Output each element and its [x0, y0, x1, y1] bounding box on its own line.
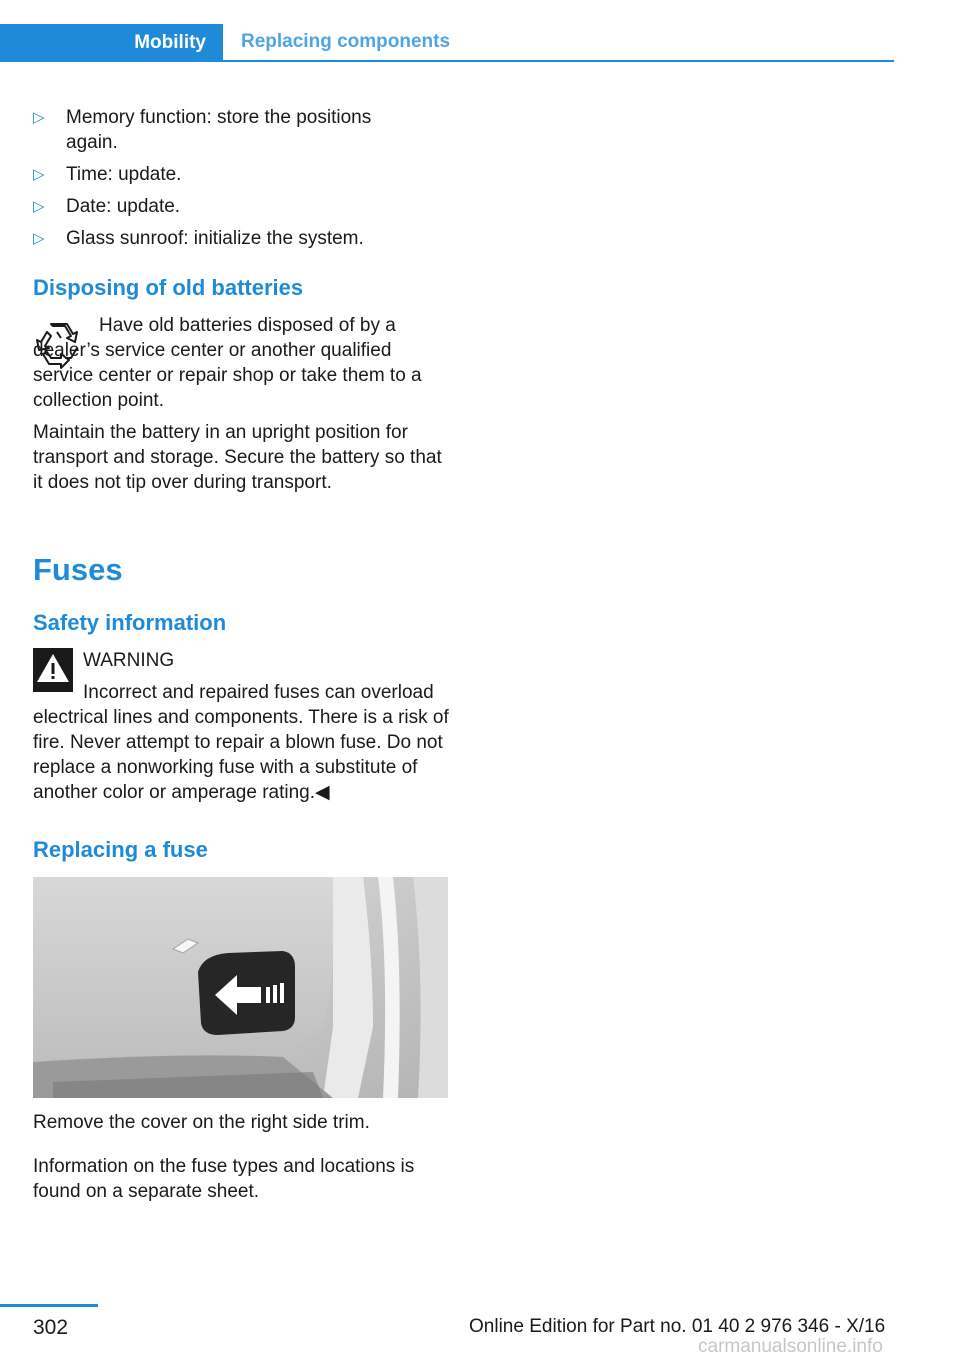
footer-rule: [0, 1304, 98, 1307]
bullet-triangle-icon: ▷: [33, 166, 45, 183]
safety-information-heading: Safety information: [33, 610, 227, 635]
disposing-paragraph-1: Have old batteries disposed of by a dealer’s service center or another qualified service center or repair shop or take them to a collection point.: [33, 315, 422, 411]
edition-text: Online Edition for Part no. 01 40 2 976 346 - X/16: [469, 1316, 886, 1337]
disposing-paragraph-2: Maintain the battery in an upright position for transport and storage. Secure the battery so that it does not tip over during transport.: [33, 422, 442, 493]
bullet-triangle-icon: ▷: [33, 230, 45, 247]
photo-caption: Remove the cover on the right side trim.: [33, 1112, 370, 1133]
page-header: [0, 24, 894, 62]
fuse-info-paragraph: Information on the fuse types and locations is found on a separate sheet.: [33, 1156, 415, 1202]
warning-label: WARNING: [83, 650, 175, 671]
bullet-triangle-icon: ▷: [33, 109, 45, 126]
disposing-heading: Disposing of old batteries: [33, 275, 304, 300]
fuses-title: Fuses: [33, 552, 123, 587]
tab-replacing-components[interactable]: Replacing components: [241, 31, 451, 52]
side-trim-cover-photo: [33, 877, 448, 1098]
replacing-fuse-heading: Replacing a fuse: [33, 837, 208, 862]
warning-text: Incorrect and repaired fuses can overload electrical lines and components. There is a risk of fire. Never attempt to repair a blown fuse. Do not replace a nonworking fuse with a substitute of another color or amperage rating.◀: [33, 682, 449, 803]
bullet-triangle-icon: ▷: [33, 198, 45, 215]
page-number: 302: [33, 1316, 69, 1339]
watermark: carmanualsonline.info: [698, 1336, 883, 1357]
tab-mobility[interactable]: Mobility: [0, 24, 223, 62]
